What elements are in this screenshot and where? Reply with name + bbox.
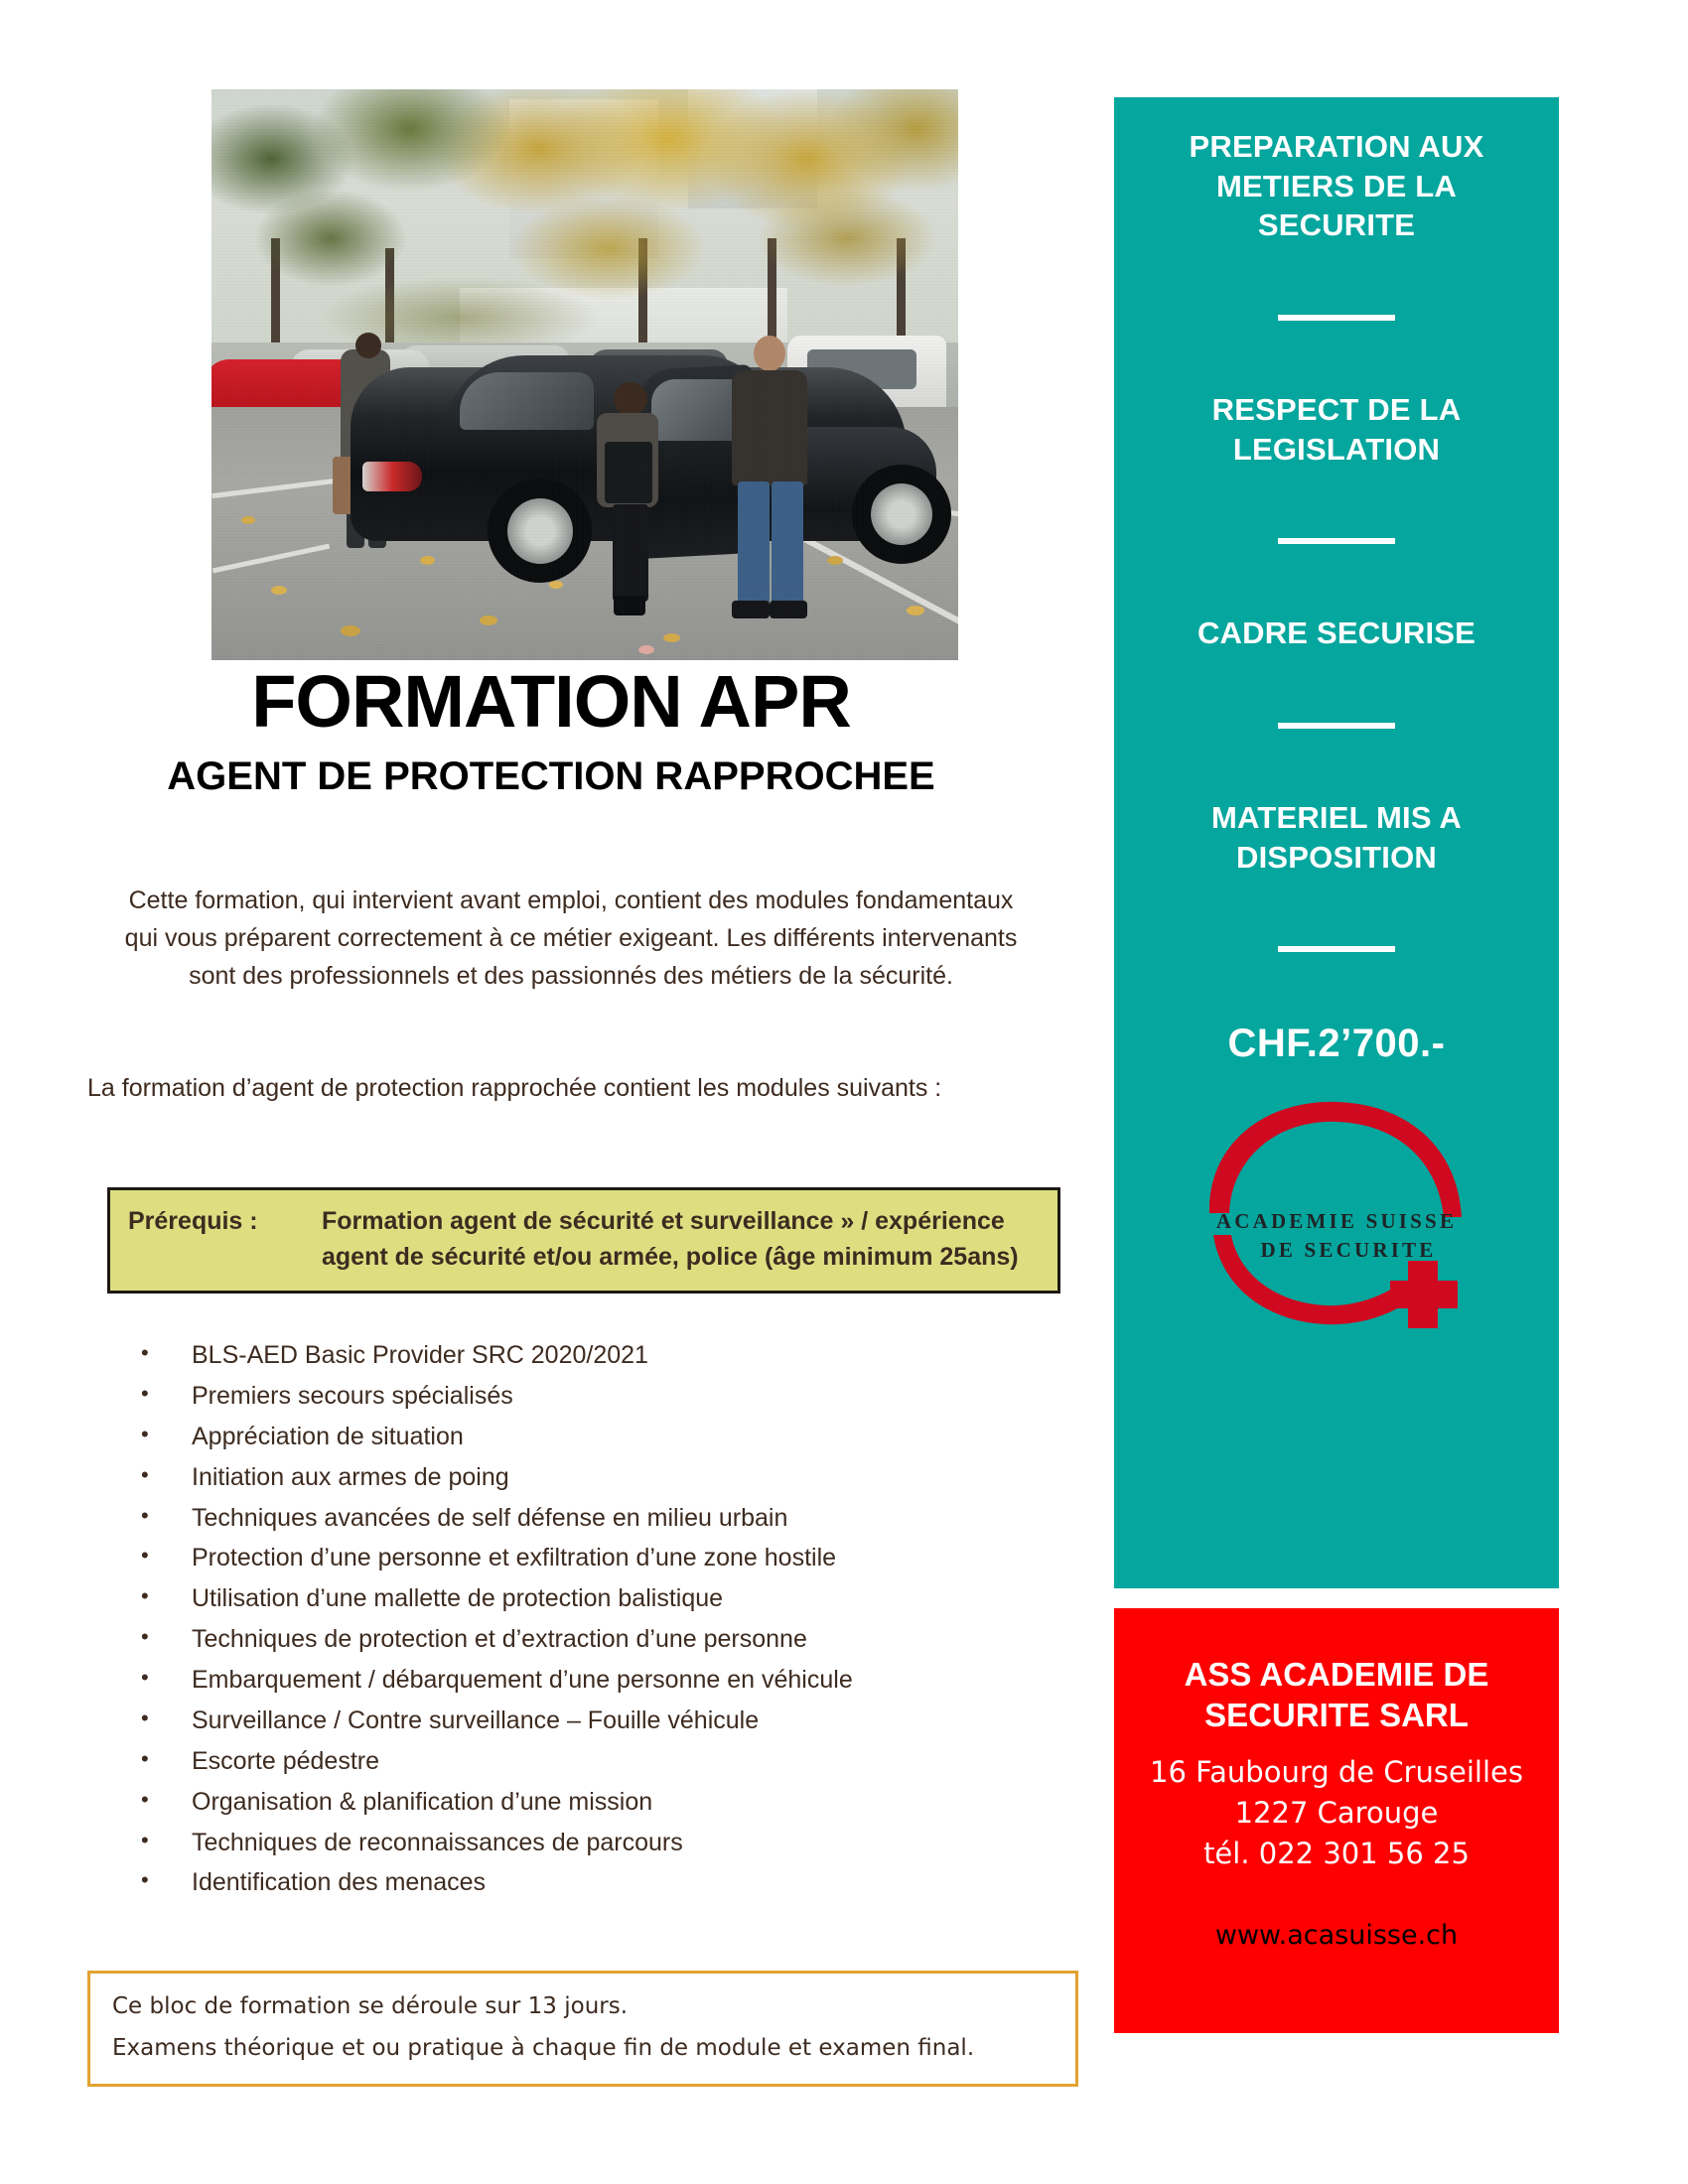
price-label: CHF.2’700.-	[1227, 1022, 1446, 1066]
photo-person-boots	[614, 596, 645, 615]
list-item: • Embarquement / débarquement d’une personne en véhicule	[107, 1660, 1080, 1701]
academie-suisse-logo	[1188, 1086, 1485, 1334]
photo-briefcase	[605, 442, 652, 503]
spacer	[1142, 544, 1531, 614]
logo-arc-top	[1209, 1102, 1462, 1217]
photo-sedan-door-window	[651, 379, 739, 441]
list-item: • Techniques avancées de self défense en milieu urbain	[107, 1498, 1080, 1539]
contact-street: 16 Faubourg de Cruseilles	[1150, 1754, 1523, 1789]
spacer	[1142, 653, 1531, 723]
photo-person-head	[614, 382, 647, 416]
photo-bodyguard-jacket	[732, 370, 807, 485]
photo-leaf	[480, 615, 497, 625]
list-item: • Initiation aux armes de poing	[107, 1457, 1080, 1498]
photo-sedan-window	[460, 372, 594, 430]
photo-leaf	[638, 645, 654, 654]
logo-text-line1: ACADEMIE SUISSE	[1215, 1209, 1458, 1234]
sidebar-item-preparation: PREPARATION AUX METIERS DE LA SECURITE	[1189, 129, 1484, 243]
photo-bodyguard-jeans	[738, 481, 770, 606]
photo-sedan-taillight	[362, 462, 422, 491]
features-sidebar	[1114, 97, 1559, 1588]
sidebar-item-materiel: MATERIEL MIS A DISPOSITION	[1211, 800, 1462, 875]
photo-leaf	[420, 556, 435, 565]
prerequisites-box	[107, 1187, 1060, 1294]
photo-person-head	[355, 333, 381, 358]
contact-city: 1227 Carouge	[1234, 1795, 1439, 1830]
list-item: • Protection d’une personne et exfiltration d’une zone hostile	[107, 1538, 1080, 1578]
photo-person-legs	[613, 504, 648, 602]
modules-lead-paragraph: La formation d’agent de protection rapprochée contient les modules suivants :	[87, 1074, 942, 1102]
spacer	[1142, 952, 1531, 1022]
photo-leaf	[663, 633, 680, 642]
list-item: • Techniques de protection et d’extraction d’une personne	[107, 1619, 1080, 1660]
photo-bodyguard-shoes	[732, 601, 770, 618]
list-item: • Escorte pédestre	[107, 1741, 1080, 1782]
training-note-box	[87, 1971, 1078, 2087]
modules-list	[107, 1335, 1080, 1903]
photo-bodyguard-jeans	[772, 481, 803, 606]
sidebar-item-cadre-securise: CADRE SECURISE	[1196, 615, 1477, 651]
logo-text-line2: DE SECURITE	[1260, 1238, 1437, 1263]
photo-leaf	[241, 516, 255, 524]
photo-sedan-rim	[507, 498, 573, 564]
list-item: • Techniques de reconnaissances de parcours	[107, 1823, 1080, 1863]
page-title: FORMATION APR	[251, 660, 851, 743]
contact-phone: tél. 022 301 56 25	[1203, 1836, 1470, 1870]
list-item: • Surveillance / Contre surveillance – Fouille véhicule	[107, 1701, 1080, 1741]
intro-paragraph: Cette formation, qui intervient avant emploi, contient des modules fondamentaux qui vous préparent correctement à ce métier exigeant. Les différents intervenants sont des professionnels et des passionnés des métiers de la sécurité.	[124, 887, 1018, 990]
photo-leaf	[827, 556, 843, 565]
prerequisites-label: Prérequis :	[128, 1207, 258, 1235]
spacer	[1142, 729, 1531, 798]
contact-website[interactable]: www.acasuisse.ch	[1214, 1920, 1459, 1952]
spacer	[1142, 469, 1531, 538]
list-item: • Premiers secours spécialisés	[107, 1376, 1080, 1417]
spacer	[1142, 245, 1531, 315]
photo-leaf	[549, 581, 563, 589]
list-item: • Appréciation de situation	[107, 1417, 1080, 1457]
note-exams: Examens théorique et ou pratique à chaque fin de module et examen final.	[112, 2035, 975, 2062]
photo-bodyguard-head	[754, 336, 785, 371]
spacer	[1142, 877, 1531, 946]
note-duration: Ce bloc de formation se déroule sur 13 jours.	[112, 1993, 629, 2019]
photo-bodyguard-shoes	[770, 601, 807, 618]
prerequisites-value: Formation agent de sécurité et surveillance » / expérience agent de sécurité et/ou armée, police (âge minimum 25ans)	[322, 1207, 1019, 1271]
list-item: • Identification des menaces	[107, 1862, 1080, 1903]
list-item: • BLS-AED Basic Provider SRC 2020/2021	[107, 1335, 1080, 1376]
list-item: • Organisation & planification d’une mission	[107, 1782, 1080, 1823]
photo-leaf	[341, 625, 360, 636]
spacer	[1142, 321, 1531, 390]
page-subtitle: AGENT DE PROTECTION RAPPROCHEE	[167, 754, 935, 798]
contact-box	[1114, 1608, 1559, 2033]
photo-sedan-rim	[871, 483, 932, 545]
photo-leaf	[271, 586, 287, 595]
organization-name: ASS ACADEMIE DE SECURITE SARL	[1184, 1656, 1489, 1734]
close-protection-training-photo	[211, 89, 958, 660]
photo-leaf	[907, 606, 924, 615]
sidebar-item-legislation: RESPECT DE LA LEGISLATION	[1211, 392, 1462, 467]
logo-swiss-cross	[1390, 1261, 1458, 1328]
list-item: • Utilisation d’une mallette de protection balistique	[107, 1578, 1080, 1619]
